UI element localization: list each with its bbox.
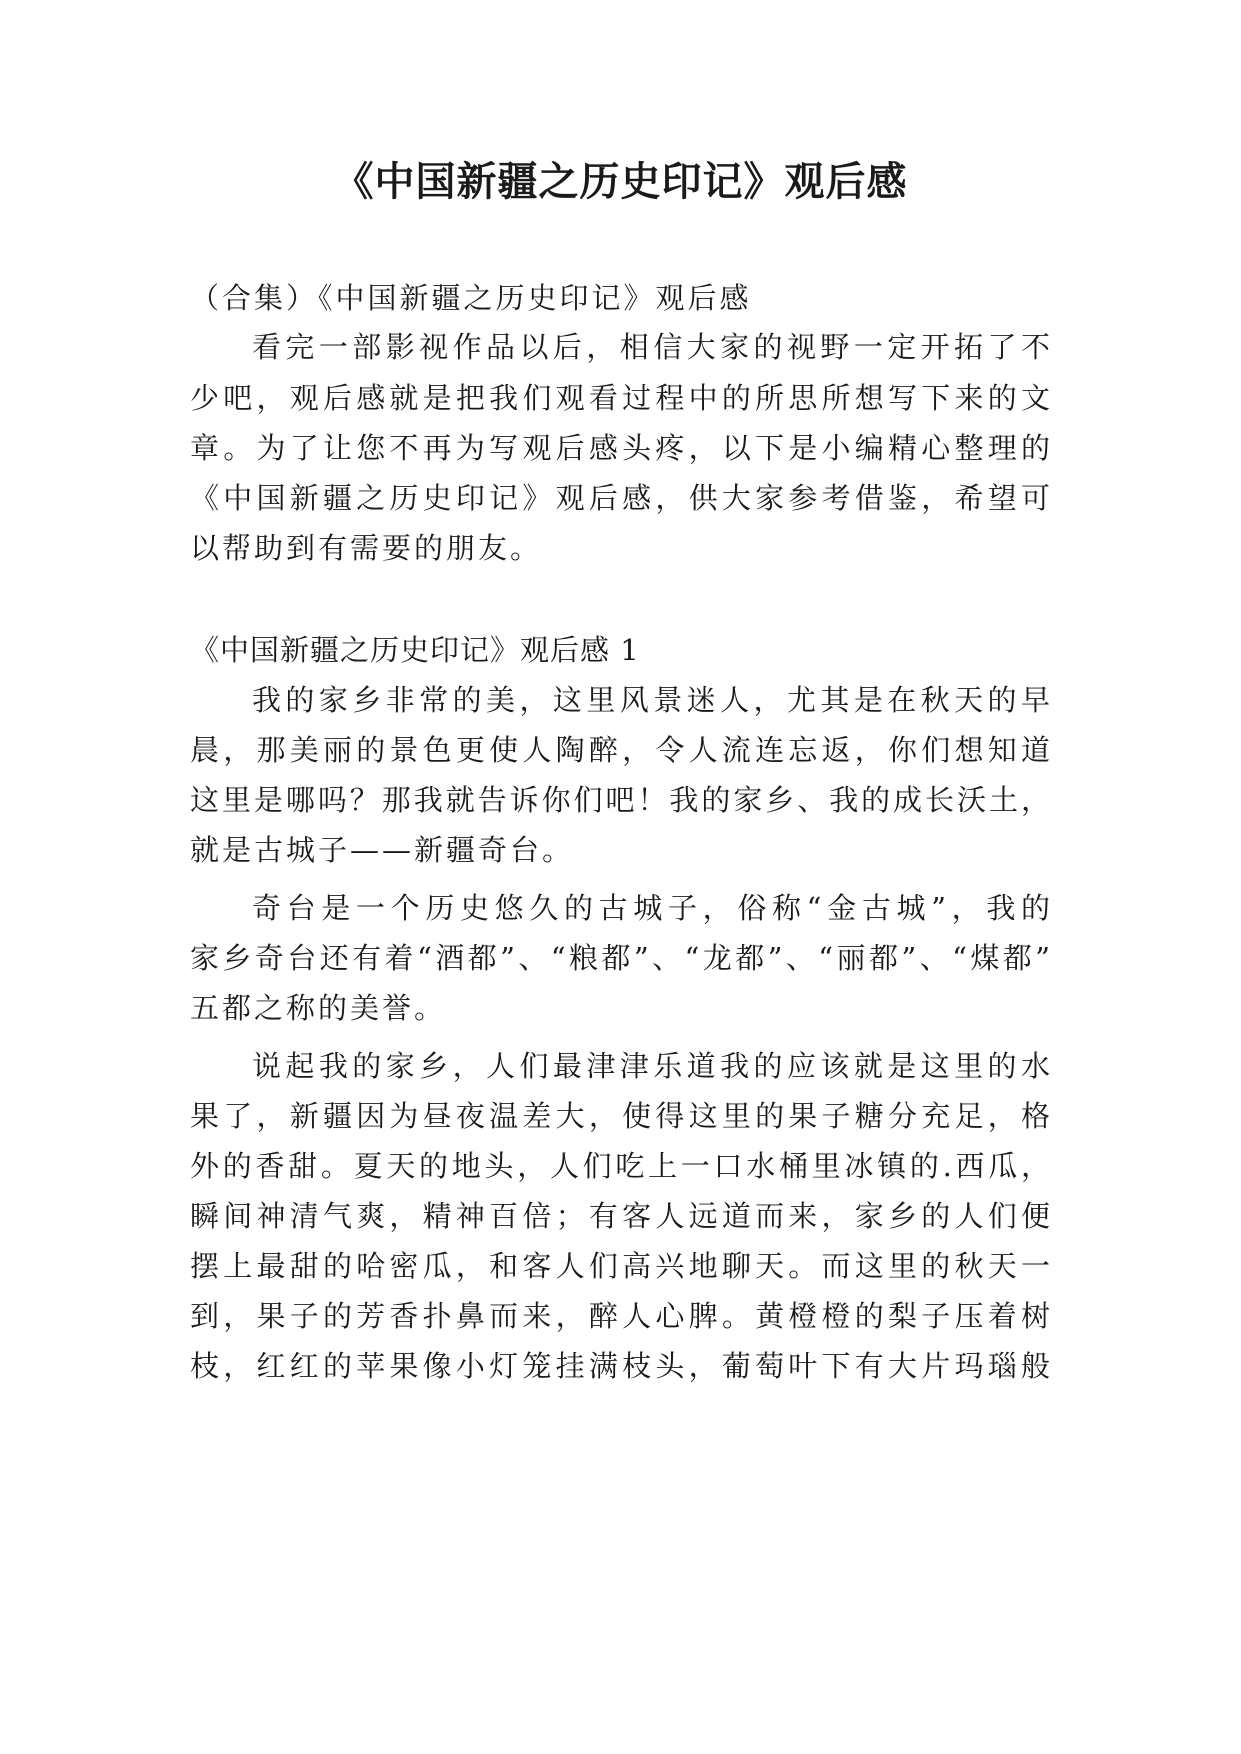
paragraph-line: 摆上最甜的哈密瓜，和客人们高兴地聊天。而这里的秋天一 — [190, 1249, 1050, 1283]
subtitle: （合集）《中国新疆之历史印记》观后感 — [190, 281, 752, 315]
paragraph-line: 果了，新疆因为昼夜温差大，使得这里的果子糖分充足，格 — [190, 1099, 1050, 1133]
paragraph-line: 说起我的家乡，人们最津津乐道我的应该就是这里的水 — [252, 1049, 1050, 1083]
paragraph-line: 到，果子的芳香扑鼻而来，醉人心脾。黄橙橙的梨子压着树 — [190, 1299, 1050, 1333]
intro-line: 以帮助到有需要的朋友。 — [190, 531, 543, 565]
document-title: 《中国新疆之历史印记》观后感 — [333, 159, 908, 205]
paragraph-line: 就是古城子——新疆奇台。 — [190, 833, 575, 867]
paragraph-line: 我的家乡非常的美，这里风景迷人，尤其是在秋天的早 — [252, 683, 1050, 717]
intro-line: 章。为了让您不再为写观后感头疼，以下是小编精心整理的 — [190, 431, 1050, 465]
paragraph-line: 五都之称的美誉。 — [190, 991, 447, 1025]
paragraph-line: 外的香甜。夏天的地头，人们吃上一口水桶里冰镇的.西瓜， — [190, 1149, 1050, 1183]
intro-line: 《中国新疆之历史印记》观后感，供大家参考借鉴，希望可 — [190, 481, 1050, 515]
intro-line: 少吧，观后感就是把我们观看过程中的所思所想写下来的文 — [190, 381, 1050, 415]
paragraph-line: 奇台是一个历史悠久的古城子，俗称“金古城”，我的 — [252, 891, 1050, 925]
paragraph-line: 家乡奇台还有着“酒都”、“粮都”、“龙都”、“丽都”、“煤都” — [190, 941, 1050, 975]
section-heading: 《中国新疆之历史印记》观后感 1 — [190, 633, 640, 667]
paragraph-line: 这里是哪吗？那我就告诉你们吧！我的家乡、我的成长沃土， — [190, 783, 1050, 817]
paragraph-line: 瞬间神清气爽，精神百倍；有客人远道而来，家乡的人们便 — [190, 1199, 1050, 1233]
intro-line: 看完一部影视作品以后，相信大家的视野一定开拓了不 — [252, 330, 1050, 364]
paragraph-line: 枝，红红的苹果像小灯笼挂满枝头，葡萄叶下有大片玛瑙般 — [190, 1349, 1050, 1383]
paragraph-line: 晨，那美丽的景色更使人陶醉，令人流连忘返，你们想知道 — [190, 733, 1050, 767]
